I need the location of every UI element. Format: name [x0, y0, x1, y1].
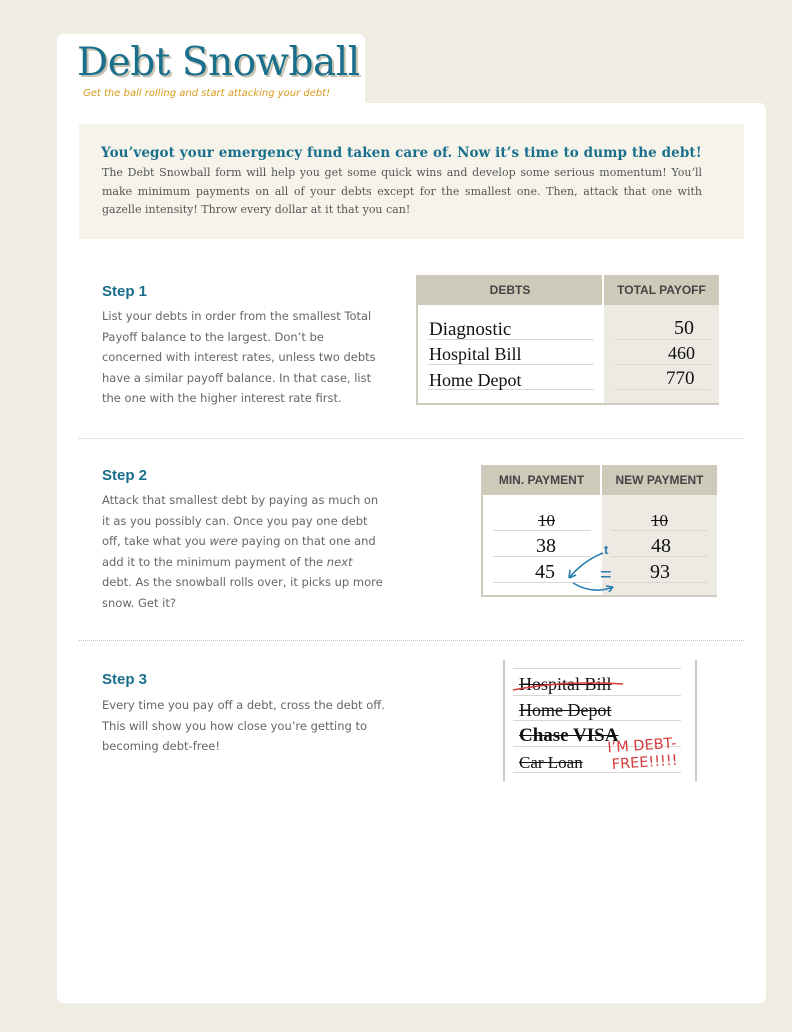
crossed-debt-item: Chase VISA — [519, 725, 619, 746]
crossed-debt-item: Home Depot — [519, 700, 612, 720]
min-payment-value: 10 — [538, 511, 555, 530]
step-2-title: Step 2 — [102, 467, 148, 484]
step-2-body — [102, 490, 384, 613]
carry-over-arrows — [483, 465, 717, 595]
row-rule — [614, 364, 710, 365]
step-2-text: paying on that one and add it to the minimum payment of the — [102, 534, 376, 569]
step-2-emphasis: were — [209, 534, 238, 548]
step-3-body: Every time you pay off a debt, cross the debt off. This will show you how close you’re getting to becoming debt-free! — [102, 698, 385, 753]
payments-table — [481, 465, 717, 597]
new-payment-value: 93 — [650, 561, 670, 583]
debts-table — [416, 275, 719, 405]
new-payment-header: NEW PAYMENT — [602, 465, 717, 495]
payoff-value: 460 — [668, 343, 695, 363]
page-title: Debt Snowball — [77, 40, 360, 85]
section-divider — [79, 438, 744, 439]
row-rule — [614, 339, 710, 340]
min-payment-value: 38 — [536, 535, 556, 557]
intro-heading: You’vegot your emergency fund taken care of. Now it’s time to dump the debt! — [101, 145, 702, 161]
crossed-debt-item: Car Loan — [519, 753, 583, 772]
min-payment-header: MIN. PAYMENT — [483, 465, 602, 495]
intro-body: The Debt Snowball form will help you get some quick wins and develop some serious momentum! You’ll make minimum payments on all of your debts except for the smallest one. Then, attack that one with gazelle intensity! Throw every dollar at it that you can! — [102, 166, 702, 216]
payoff-value: 50 — [674, 317, 694, 339]
new-payment-value: 48 — [651, 535, 671, 557]
debt-free-note-line: I’M DEBT- — [606, 735, 677, 757]
min-payment-value: 45 — [535, 561, 555, 583]
row-rule — [614, 389, 710, 390]
step-3-title: Step 3 — [102, 671, 148, 688]
step-2-emphasis: next — [326, 554, 353, 569]
step-2-text: Attack that smallest debt by paying as much on it as you possibly can. Once you pay one debt off, take what you — [102, 493, 379, 548]
total-payoff-header: TOTAL PAYOFF — [604, 275, 719, 305]
equals-sign: = — [600, 564, 612, 586]
section-divider — [79, 640, 744, 641]
payoff-value: 770 — [666, 368, 695, 389]
debts-header: DEBTS — [418, 275, 604, 305]
debt-name: Diagnostic — [429, 319, 512, 340]
debt-name: Home Depot — [429, 370, 522, 390]
page-tagline: Get the ball rolling and start attacking your debt! — [83, 88, 331, 99]
debt-name: Hospital Bill — [429, 344, 522, 364]
plus-sign: t — [604, 542, 609, 557]
debt-free-note — [607, 736, 678, 775]
new-payment-value: 10 — [651, 511, 668, 530]
step-1-body: List your debts in order from the smallest Total Payoff balance to the largest. Don’t be concerned with interest rates, unless two debts have a similar payoff balance. In that case, list the one with the higher interest rate first. — [102, 309, 376, 405]
step-1-title: Step 1 — [102, 283, 148, 300]
step-2-text: debt. As the snowball rolls over, it picks up more snow. Get it? — [102, 575, 383, 610]
crossed-debt-item: Hospital Bill — [519, 674, 612, 694]
debt-free-note-line: FREE!!!!! — [611, 752, 679, 774]
